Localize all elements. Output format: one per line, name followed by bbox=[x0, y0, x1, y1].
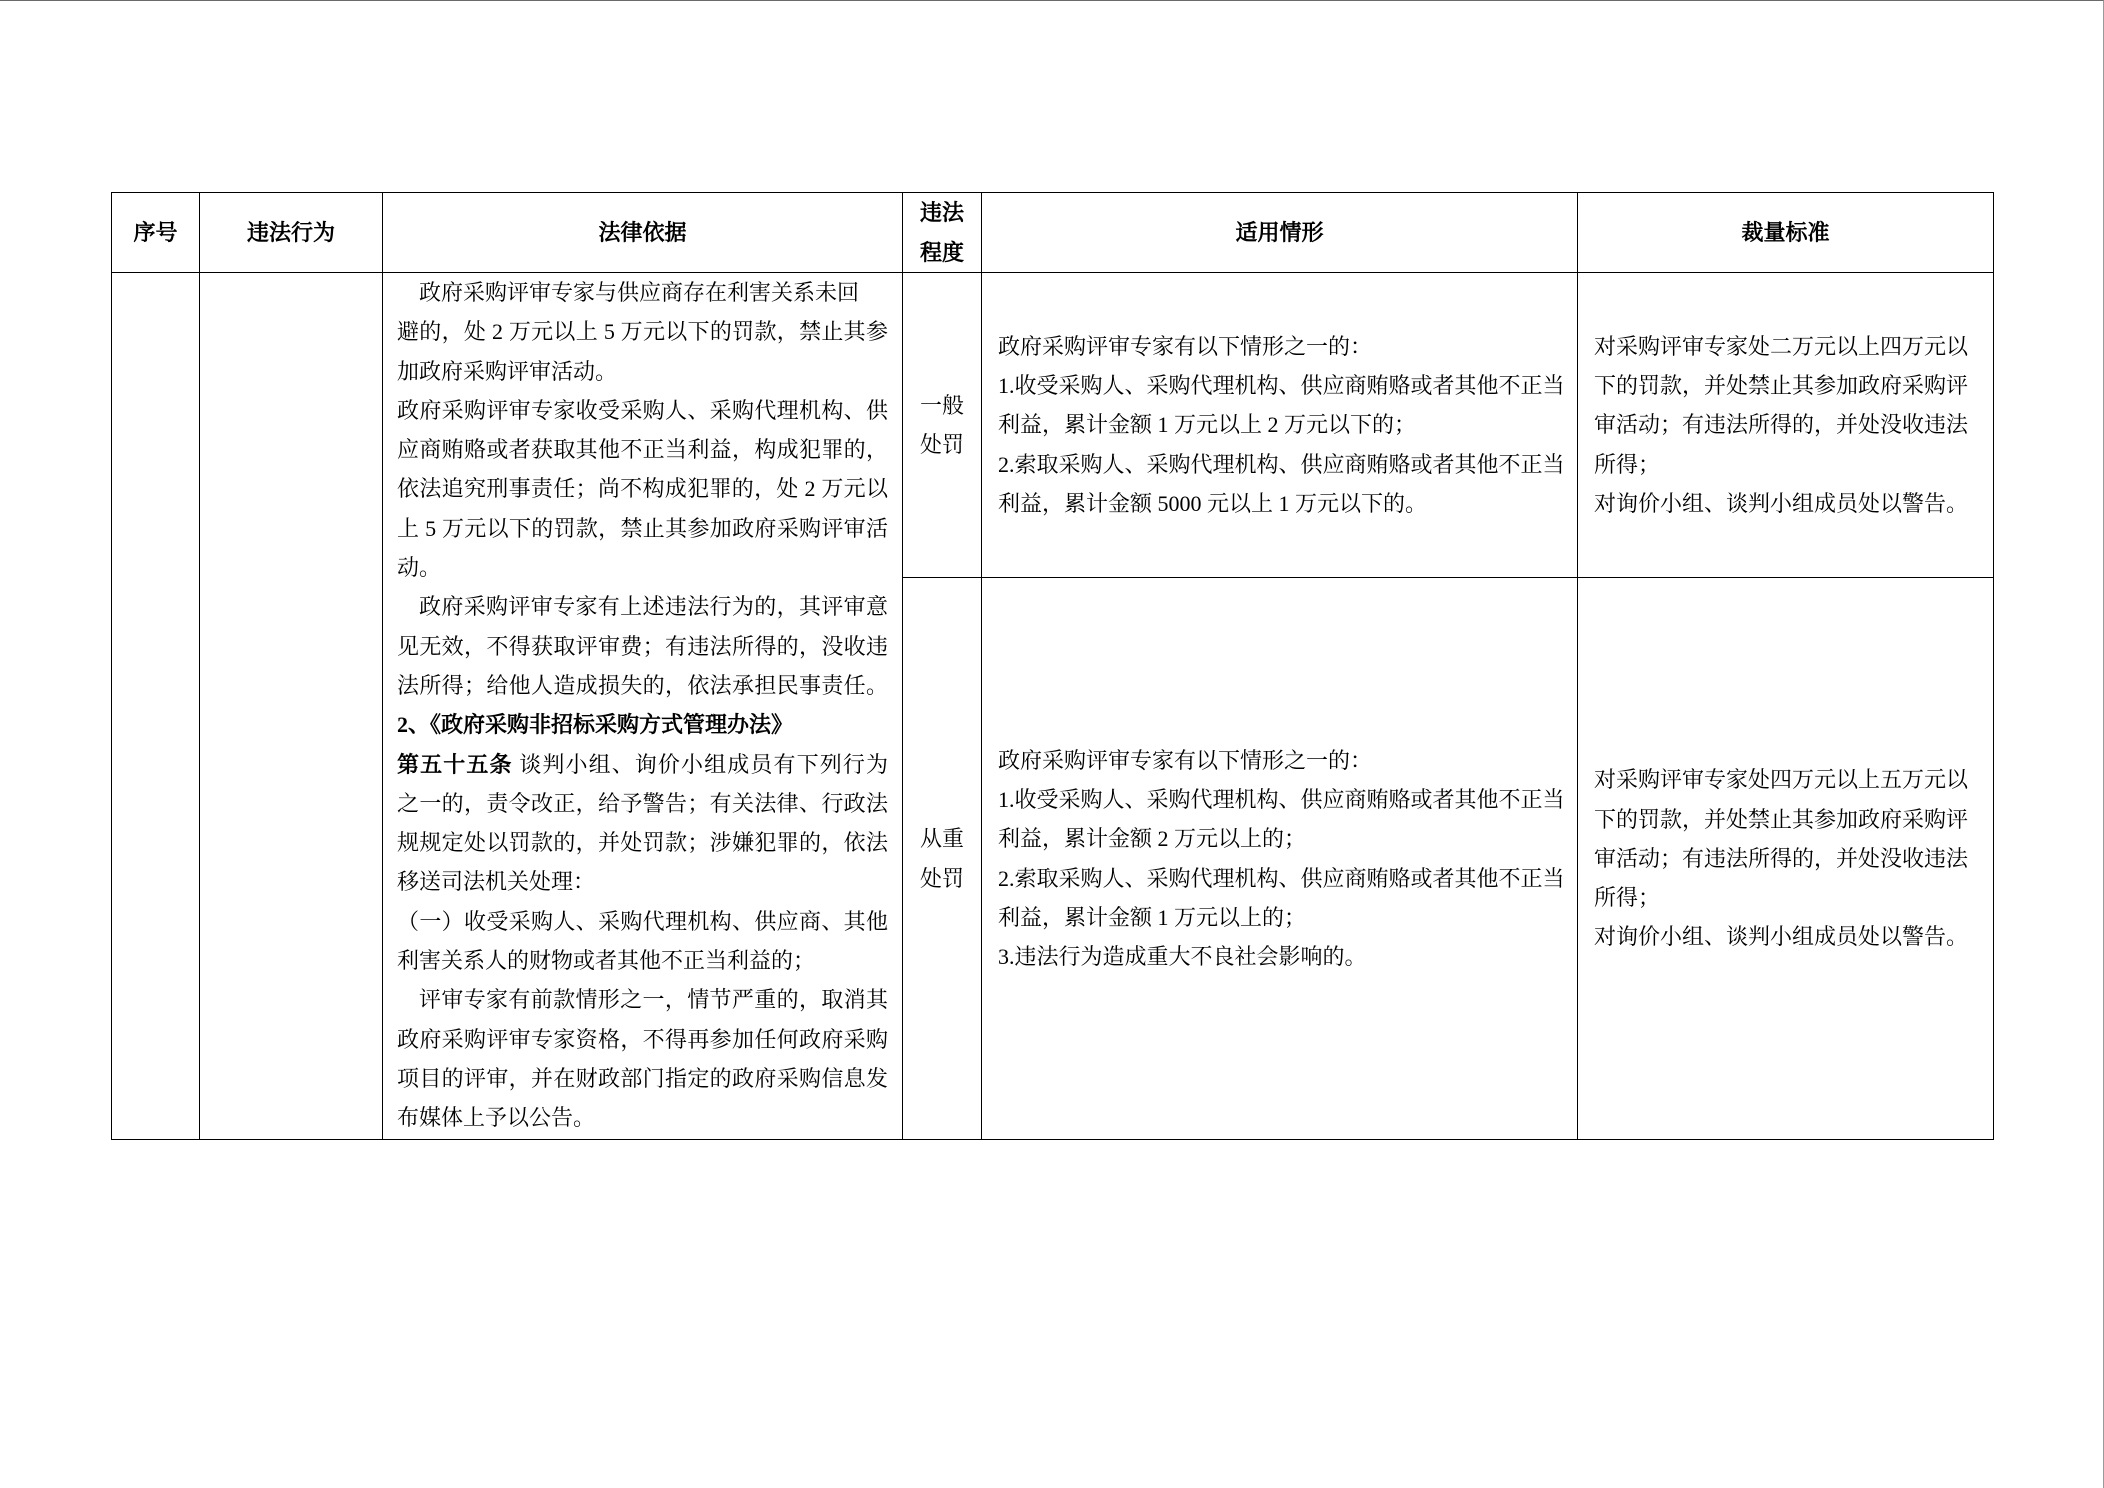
text-line: 1.收受采购人、采购代理机构、供应商贿赂或者其他不正当 bbox=[998, 786, 1565, 812]
text-line: 政府采购评审专家收受采购人、采购代理机构、供 bbox=[397, 397, 888, 423]
text-line: 利害关系人的财物或者其他不正当利益的； bbox=[397, 948, 816, 974]
text-line: 法所得；给他人造成损失的，依法承担民事责任。 bbox=[397, 672, 888, 698]
text-line: 布媒体上予以公告。 bbox=[397, 1105, 596, 1131]
text-line: 移送司法机关处理： bbox=[397, 869, 596, 895]
article-label: 第五十五条 bbox=[397, 751, 513, 777]
text-line: 利益，累计金额 5000 元以上 1 万元以下的。 bbox=[998, 490, 1428, 516]
degree-cell-aggravated bbox=[903, 578, 982, 1140]
text-line: 1.收受采购人、采购代理机构、供应商贿赂或者其他不正当 bbox=[998, 373, 1565, 399]
legal-paragraph-3 bbox=[397, 587, 888, 705]
header-degree-label: 违法程度 bbox=[919, 200, 964, 265]
header-degree bbox=[903, 193, 982, 273]
header-circumstances-label: 适用情形 bbox=[1235, 219, 1324, 245]
header-standard bbox=[1578, 193, 1994, 273]
header-standard-label: 裁量标准 bbox=[1741, 219, 1830, 245]
text-line: 避的，处 2 万元以上 5 万元以下的罚款，禁止其参 bbox=[397, 319, 888, 345]
degree-label: 从重处罚 bbox=[919, 826, 964, 891]
text-line: 政府采购评审专家有以下情形之一的： bbox=[998, 333, 1373, 359]
text-line: 所得； bbox=[1594, 451, 1661, 477]
text-line: 审活动；有违法所得的，并处没收违法 bbox=[1594, 845, 1969, 871]
text-line: 动。 bbox=[397, 555, 442, 581]
seq-cell bbox=[112, 273, 200, 1140]
text-line: 评审专家有前款情形之一，情节严重的，取消其 bbox=[419, 987, 888, 1013]
article-item-1 bbox=[397, 902, 888, 981]
text-line: 之一的，责令改正，给予警告；有关法律、行政法 bbox=[397, 790, 888, 816]
header-seq-label: 序号 bbox=[133, 219, 178, 245]
text-line: （一）收受采购人、采购代理机构、供应商、其他 bbox=[397, 908, 888, 934]
legal-paragraph-2 bbox=[397, 391, 888, 587]
regulation-title: 2、《政府采购非招标采购方式管理办法》 bbox=[397, 712, 794, 738]
text-line: 所得； bbox=[1594, 885, 1661, 911]
article-paragraph bbox=[397, 745, 888, 902]
text-line: 审活动；有违法所得的，并处没收违法 bbox=[1594, 412, 1969, 438]
text-line: 2.索取采购人、采购代理机构、供应商贿赂或者其他不正当 bbox=[998, 865, 1565, 891]
text-line: 政府采购评审专家有以下情形之一的： bbox=[998, 747, 1373, 773]
text-line: 对询价小组、谈判小组成员处以警告。 bbox=[1594, 490, 1969, 516]
violation-cell bbox=[200, 273, 383, 1140]
standard-cell-aggravated bbox=[1578, 578, 1994, 1140]
text-line: 利益，累计金额 1 万元以上 2 万元以下的； bbox=[998, 412, 1417, 438]
text-line: 政府采购评审专家有上述违法行为的，其评审意 bbox=[419, 594, 888, 620]
text-line: 利益，累计金额 1 万元以上的； bbox=[998, 904, 1307, 930]
article-text: 谈判小组、询价小组成员有下列行为 bbox=[519, 751, 888, 777]
circumstances-cell-general bbox=[982, 273, 1578, 578]
text-line: 依法追究刑事责任；尚不构成犯罪的，处 2 万元以 bbox=[397, 476, 888, 502]
circumstances-cell-aggravated bbox=[982, 578, 1578, 1140]
header-seq bbox=[112, 193, 200, 273]
degree-cell-general bbox=[903, 273, 982, 578]
text-line: 2.索取采购人、采购代理机构、供应商贿赂或者其他不正当 bbox=[998, 451, 1565, 477]
header-violation-label: 违法行为 bbox=[246, 219, 335, 245]
legal-paragraph-1 bbox=[397, 273, 888, 391]
legal-paragraph-final bbox=[397, 980, 888, 1137]
legal-basis-cell bbox=[383, 273, 903, 1140]
text-line: 对询价小组、谈判小组成员处以警告。 bbox=[1594, 924, 1969, 950]
text-line: 政府采购评审专家资格，不得再参加任何政府采购 bbox=[397, 1026, 888, 1052]
text-line: 加政府采购评审活动。 bbox=[397, 358, 618, 384]
text-line: 项目的评审，并在财政部门指定的政府采购信息发 bbox=[397, 1065, 888, 1091]
text-line: 利益，累计金额 2 万元以上的； bbox=[998, 826, 1307, 852]
text-line: 政府采购评审专家与供应商存在利害关系未回 bbox=[419, 280, 860, 305]
text-line: 规规定处以罚款的，并处罚款；涉嫌犯罪的，依法 bbox=[397, 830, 888, 856]
degree-label: 一般处罚 bbox=[919, 392, 964, 457]
text-line bbox=[397, 745, 888, 784]
header-legal-basis bbox=[383, 193, 903, 273]
text-line: 对采购评审专家处二万元以上四万元以 bbox=[1594, 333, 1969, 359]
text-line: 下的罚款，并处禁止其参加政府采购评 bbox=[1594, 806, 1969, 832]
text-line: 对采购评审专家处四万元以上五万元以 bbox=[1594, 767, 1969, 793]
header-legal-basis-label: 法律依据 bbox=[598, 219, 687, 245]
text-line: 见无效，不得获取评审费；有违法所得的，没收违 bbox=[397, 633, 888, 659]
header-violation bbox=[200, 193, 383, 273]
text-line: 应商贿赂或者获取其他不正当利益，构成犯罪的， bbox=[397, 437, 888, 463]
text-line: 3.违法行为造成重大不良社会影响的。 bbox=[998, 944, 1367, 970]
text-line: 下的罚款，并处禁止其参加政府采购评 bbox=[1594, 373, 1969, 399]
text-line: 上 5 万元以下的罚款，禁止其参加政府采购评审活 bbox=[397, 515, 888, 541]
header-circumstances bbox=[982, 193, 1578, 273]
standard-cell-general bbox=[1578, 273, 1994, 578]
discretion-standard-table bbox=[111, 192, 1994, 1140]
